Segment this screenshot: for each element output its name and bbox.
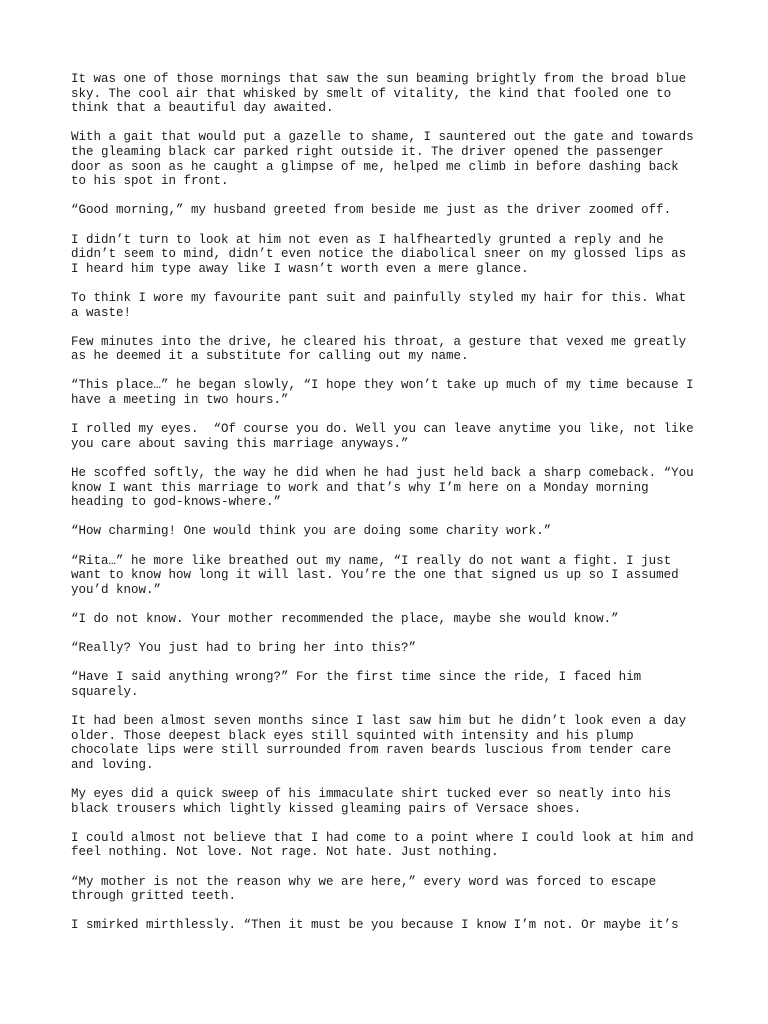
paragraph: I didn’t turn to look at him not even as I halfheartedly grunted a reply and he didn’t seem to mind, didn’t even notice the diabolical sneer on my glossed lips as I heard him type away like I wasn’t worth even a mere glance. (71, 232, 687, 276)
paragraph: To think I wore my favourite pant suit and painfully styled my hair for this. What a waste! (71, 290, 687, 320)
paragraph: “Rita…” he more like breathed out my name, “I really do not want a fight. I just want to know how long it will last. You’re the one that signed us up so I assumed you’d know.” (71, 553, 679, 597)
paragraph: I smirked mirthlessly. “Then it must be you because I know I’m not. Or maybe it’s (71, 918, 679, 933)
paragraph: “How charming! One would think you are doing some charity work.” (71, 524, 552, 539)
paragraph: “My mother is not the reason why we are here,” every word was forced to escape through gritted teeth. (71, 874, 657, 904)
paragraph: My eyes did a quick sweep of his immaculate shirt tucked ever so neatly into his black trousers which lightly kissed gleaming pairs of Versace shoes. (71, 787, 672, 816)
paragraph: It was one of those mornings that saw the sun beaming brightly from the broad blue sky. The cool air that whisked by smelt of vitality, the kind that fooled one to think that a beautiful day awaited. (71, 72, 687, 116)
paragraph: With a gait that would put a gazelle to shame, I sauntered out the gate and towards the gleaming black car parked right outside it. The driver opened the passenger door as soon as he caught a glimpse of me, helped me climb in before dashing back to his spot in front. (71, 130, 694, 189)
paragraph: I rolled my eyes. “Of course you do. Well you can leave anytime you like, not like you care about saving this marriage anyways.” (71, 422, 694, 451)
paragraph: “I do not know. Your mother recommended the place, maybe she would know.” (71, 611, 619, 626)
paragraph: Few minutes into the drive, he cleared his throat, a gesture that vexed me greatly as he deemed it a substitute for calling out my name. (71, 334, 687, 364)
paragraph: “Have I said anything wrong?” For the first time since the ride, I faced him squarely. (71, 670, 642, 699)
paragraph: “Good morning,” my husband greeted from beside me just as the driver zoomed off. (71, 203, 672, 218)
paragraph: “This place…” he began slowly, “I hope they won’t take up much of my time because I have a meeting in two hours.” (71, 378, 694, 408)
document-page (71, 72, 701, 948)
paragraph: It had been almost seven months since I last saw him but he didn’t look even a day older. Those deepest black eyes still squinted with intensity and his plump chocolate lips were still surrounded from raven beards luscious from tender care and loving. (71, 714, 687, 772)
paragraph: He scoffed softly, the way he did when he had just held back a sharp comeback. “You know I want this marriage to work and that’s why I’m here on a Monday morning heading to god-knows-where.” (71, 466, 694, 510)
paragraph: I could almost not believe that I had come to a point where I could look at him and feel nothing. Not love. Not rage. Not hate. Just nothing. (71, 830, 694, 860)
paragraph: “Really? You just had to bring her into this?” (71, 641, 417, 656)
